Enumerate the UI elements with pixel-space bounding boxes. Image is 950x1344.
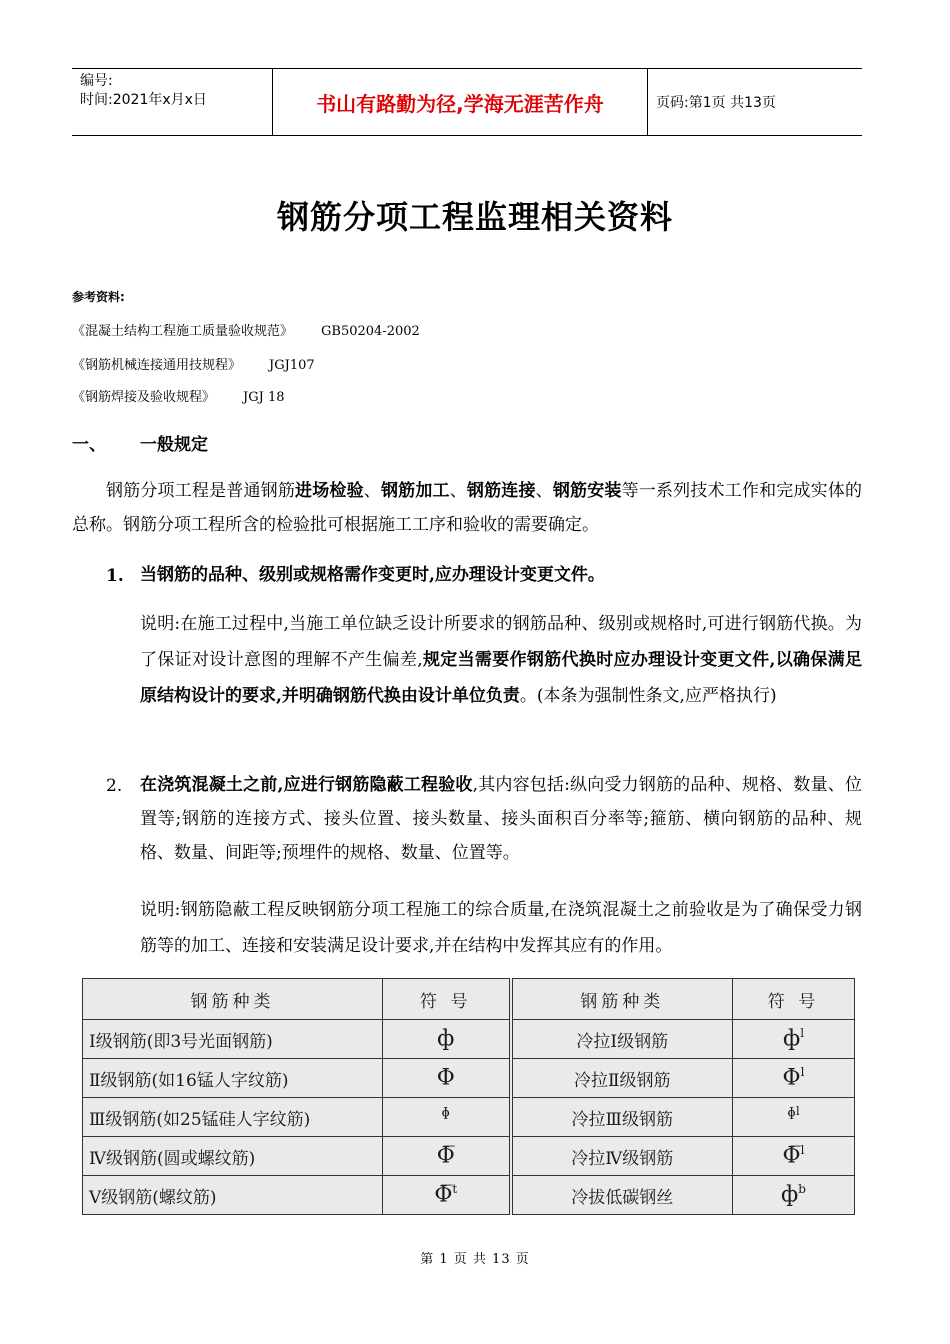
symbol-suffix: l	[800, 1026, 805, 1041]
column-header: 符 号	[733, 979, 855, 1020]
intro-bold: 钢筋连接	[466, 481, 536, 501]
rebar-type: 冷拔低碳钢丝	[511, 1176, 733, 1215]
reference-name: 《钢筋机械连接通用技规程》	[72, 358, 242, 373]
rebar-symbol	[733, 1176, 855, 1215]
rebar-type: 冷拉Ⅳ级钢筋	[511, 1137, 733, 1176]
table-header-row	[83, 979, 855, 1020]
rebar-symbol	[733, 1098, 855, 1137]
rebar-type: Ⅲ级钢筋(如25锰硅人字纹筋)	[83, 1098, 383, 1137]
time-label: 时间:2021年x月x日	[80, 92, 207, 108]
rebar-type: 冷拉Ⅰ级钢筋	[511, 1020, 733, 1059]
symbol-glyph: ᶲ	[441, 1104, 450, 1130]
item-number: 2.	[106, 776, 123, 796]
symbol-suffix: t	[452, 1182, 458, 1197]
section-heading	[72, 430, 208, 455]
rebar-type: 冷拉Ⅱ级钢筋	[511, 1059, 733, 1098]
reference-code: GB50204-2002	[321, 324, 420, 339]
symbol-glyph: ф	[782, 1026, 801, 1052]
intro-paragraph	[72, 474, 862, 542]
item-note: 说明:钢筋隐蔽工程反映钢筋分项工程施工的综合质量,在浇筑混凝土之前验收是为了确保受力钢筋等的加工、连接和安装满足设计要求,并在结构中发挥其应有的作用。	[140, 900, 862, 956]
symbol-glyph: ф	[437, 1026, 455, 1052]
rebar-type: Ⅴ级钢筋(螺纹筋)	[83, 1176, 383, 1215]
page-header	[72, 68, 862, 136]
intro-bold: 进场检验	[295, 481, 364, 501]
symbol-glyph: ф	[781, 1182, 799, 1208]
intro-bold: 钢筋加工	[380, 481, 450, 501]
note-text: 。(本条为强制性条文,应严格执行)	[519, 686, 777, 706]
item-body	[140, 768, 862, 870]
reference-name: 《混凝土结构工程施工质量验收规范》	[72, 324, 294, 339]
symbol-glyph: ᶲ	[787, 1104, 796, 1130]
reference-item	[72, 320, 420, 339]
header-meta	[72, 69, 272, 135]
header-motto: 书山有路勤为径,学海无涯苦作舟	[272, 69, 648, 135]
note-bold: 规定当需要作钢筋代换时应办理设计变更文件,以确保满足原结构设计的要求,并明确钢筋代换由设计单位负责	[140, 650, 863, 706]
reference-item	[72, 386, 285, 405]
reference-code: JGJ107	[269, 358, 315, 373]
column-header: 钢筋种类	[511, 979, 733, 1020]
intro-text: 、	[449, 481, 467, 501]
rebar-symbol	[383, 1020, 511, 1059]
page-footer: 第 1 页 共 13 页	[420, 1252, 530, 1267]
item-heading: 当钢筋的品种、级别或规格需作变更时,应办理设计变更文件。	[140, 565, 605, 585]
serial-label: 编号:	[80, 73, 113, 89]
rebar-symbol	[733, 1059, 855, 1098]
document-title: 钢筋分项工程监理相关资料	[276, 198, 673, 236]
intro-text: 钢筋分项工程是普通钢筋	[106, 481, 296, 501]
rebar-symbol	[383, 1137, 511, 1176]
rebar-symbol	[733, 1020, 855, 1059]
symbol-glyph: Φ	[436, 1065, 455, 1091]
rebar-type: Ⅳ级钢筋(圆或螺纹筋)	[83, 1137, 383, 1176]
symbol-suffix: l	[800, 1065, 805, 1080]
column-header: 符 号	[383, 979, 511, 1020]
rebar-symbol	[383, 1098, 511, 1137]
table-row	[83, 1059, 855, 1098]
item-text: ,其内容包括:纵向受力钢筋的品种、规格、数量、位置等;钢筋的连接方式、接头位置、接头数量、接头面积百分率等;箍筋、横向钢筋的品种、规格、数量、间距等;预埋件的规格、数量、位置等。	[140, 775, 862, 863]
symbol-glyph: Φ̅	[436, 1143, 455, 1169]
rebar-type: Ⅱ级钢筋(如16锰人字纹筋)	[83, 1059, 383, 1098]
note-text: 说明:在施工过程中,当施工单位缺乏设计所要求的钢筋品种、级别或规格时,可进行钢筋代换。为了保证对设计意图的理解不产生偏差,	[140, 614, 862, 670]
reference-name: 《钢筋焊接及验收规程》	[72, 390, 216, 405]
rebar-type: Ⅰ级钢筋(即3号光面钢筋)	[83, 1020, 383, 1059]
table-row	[83, 1098, 855, 1137]
header-page-info: 页码:第1页 共13页	[656, 95, 776, 111]
column-header: 钢筋种类	[83, 979, 383, 1020]
intro-text: 等一系列技术工作和完成实体的总称。钢筋分项工程所含的检验批可根据施工工序和验收的需要确定。	[72, 481, 863, 535]
section-title: 一般规定	[140, 435, 208, 455]
reference-code: JGJ 18	[243, 390, 285, 405]
rebar-symbol	[733, 1137, 855, 1176]
symbol-glyph: Φ	[782, 1065, 801, 1091]
symbol-suffix: l	[800, 1143, 805, 1158]
reference-item	[72, 354, 315, 373]
intro-bold: 钢筋安装	[552, 481, 622, 501]
item-number: 1.	[106, 566, 124, 586]
symbol-glyph: Φ̅	[434, 1182, 453, 1208]
symbol-suffix: l	[795, 1104, 800, 1119]
symbol-suffix: b	[798, 1182, 806, 1197]
item-note	[140, 606, 862, 714]
table-row	[83, 1176, 855, 1215]
intro-text: 、	[535, 481, 553, 501]
section-number: 一、	[72, 435, 106, 455]
references-heading: 参考资料:	[72, 290, 125, 304]
intro-text: 、	[363, 481, 381, 501]
item-bold: 在浇筑混凝土之前,应进行钢筋隐蔽工程验收	[140, 775, 473, 795]
rebar-symbol	[383, 1176, 511, 1215]
rebar-symbol-table	[82, 978, 855, 1215]
table-row	[83, 1020, 855, 1059]
rebar-type: 冷拉Ⅲ级钢筋	[511, 1098, 733, 1137]
rebar-symbol	[383, 1059, 511, 1098]
symbol-glyph: Φ̅	[782, 1143, 801, 1169]
table-row	[83, 1137, 855, 1176]
